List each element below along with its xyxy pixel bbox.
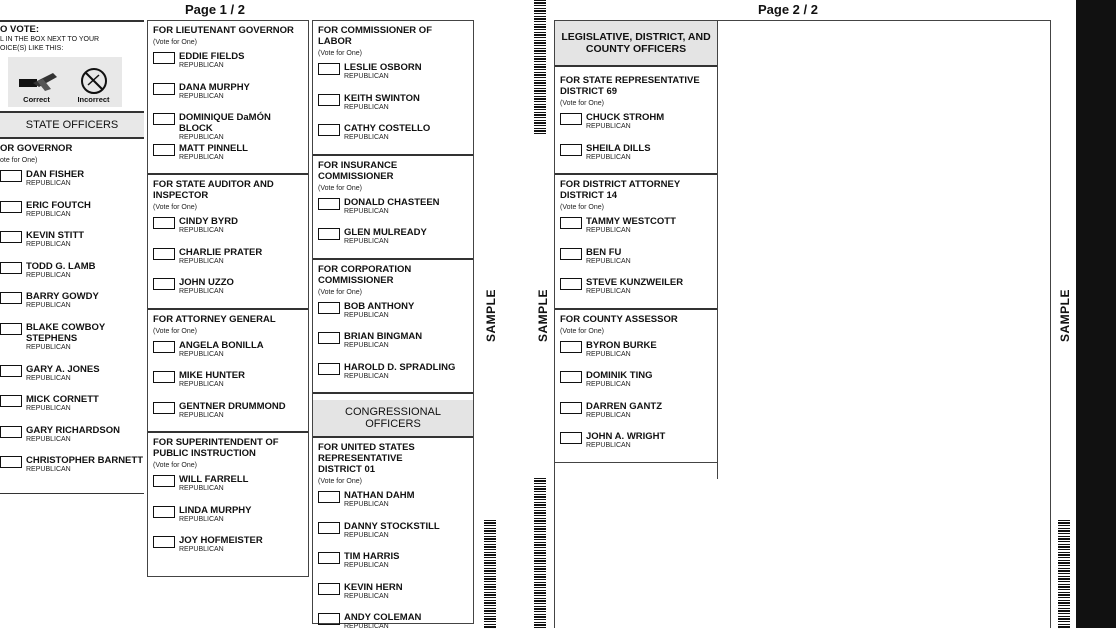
vote-checkbox[interactable] — [318, 228, 340, 240]
candidate-name: JOHN A. WRIGHT — [586, 431, 666, 442]
race-superintendent — [148, 433, 308, 566]
candidate-option[interactable] — [560, 110, 712, 141]
candidate-text — [26, 322, 105, 352]
race-title: FOR LIEUTENANT GOVERNOR — [153, 25, 294, 36]
vote-checkbox[interactable] — [318, 613, 340, 625]
candidate-text — [179, 340, 264, 359]
candidate-text — [344, 362, 455, 381]
race-attorney-general — [148, 310, 308, 434]
instructions-line-1: L IN THE BOX NEXT TO YOUR — [0, 36, 100, 43]
sample-watermark: SAMPLE — [536, 288, 550, 342]
candidate-party: REPUBLICAN — [179, 546, 224, 553]
candidate-option[interactable] — [153, 214, 303, 245]
candidate-name: GARY A. JONES — [26, 363, 100, 375]
barcode — [1058, 520, 1070, 628]
candidate-party: REPUBLICAN — [26, 374, 71, 382]
candidate-party: REPUBLICAN — [179, 411, 224, 419]
candidate-party: REPUBLICAN — [586, 381, 631, 388]
candidate-party: REPUBLICAN — [179, 153, 224, 161]
candidate-party: REPUBLICAN — [344, 372, 389, 380]
candidate-party: REPUBLICAN — [586, 227, 631, 234]
candidate-party: REPUBLICAN — [344, 562, 389, 569]
candidate-name: BEN FU — [586, 246, 622, 258]
vote-note: (Vote for One) — [318, 478, 362, 485]
candidate-option[interactable] — [560, 214, 712, 245]
candidate-name: TIM HARRIS — [344, 551, 400, 562]
candidate-party: REPUBLICAN — [344, 103, 389, 111]
candidate-option[interactable] — [560, 429, 712, 460]
candidate-option[interactable] — [0, 289, 144, 320]
candidate-text — [344, 62, 422, 81]
candidate-party: REPUBLICAN — [26, 180, 71, 187]
candidate-text — [26, 200, 91, 219]
candidate-party: REPUBLICAN — [26, 405, 71, 412]
candidate-party: REPUBLICAN — [586, 257, 631, 265]
right-edge-border — [1076, 0, 1116, 628]
instructions-title: O VOTE: — [0, 24, 40, 35]
race-title: FOR SUPERINTENDENT OF PUBLIC INSTRUCTION — [153, 437, 279, 459]
candidate-text — [344, 490, 415, 509]
candidate-text — [26, 261, 96, 280]
candidate-option[interactable] — [153, 503, 303, 534]
candidate-text — [179, 277, 234, 296]
candidate-party: REPUBLICAN — [344, 531, 389, 539]
candidate-party: REPUBLICAN — [179, 134, 224, 141]
column-1 — [0, 20, 144, 500]
candidate-option[interactable] — [153, 80, 303, 111]
race-governor — [0, 139, 144, 484]
candidate-name: TAMMY WESTCOTT — [586, 216, 676, 227]
race-title: FOR STATE REPRESENTATIVE DISTRICT 69 — [560, 75, 700, 97]
candidate-option[interactable] — [318, 488, 468, 519]
congressional-officers-header: CONGRESSIONAL OFFICERS — [313, 400, 473, 438]
candidate-text — [344, 301, 414, 320]
incorrect-example — [65, 57, 122, 107]
candidate-text — [179, 370, 245, 389]
vote-checkbox[interactable] — [318, 522, 340, 534]
race-state-auditor — [148, 175, 308, 310]
candidate-option[interactable] — [560, 275, 712, 306]
candidate-name: ERIC FOUTCH — [26, 199, 91, 211]
vote-checkbox[interactable] — [0, 262, 22, 274]
candidate-party: REPUBLICAN — [586, 288, 631, 295]
candidate-name: MIKE HUNTER — [179, 370, 245, 381]
candidate-text — [586, 277, 683, 296]
candidate-text — [344, 197, 440, 216]
candidate-party: REPUBLICAN — [179, 288, 224, 295]
candidate-option[interactable] — [318, 195, 468, 226]
candidate-text — [344, 123, 430, 142]
candidate-option[interactable] — [153, 368, 303, 399]
vote-checkbox[interactable] — [318, 363, 340, 375]
race-title: FOR UNITED STATES REPRESENTATIVE DISTRICT 01 — [318, 442, 415, 475]
correct-mark-icon — [15, 69, 59, 95]
vote-checkbox[interactable] — [0, 323, 22, 335]
candidate-party: REPUBLICAN — [179, 62, 224, 69]
vote-checkbox[interactable] — [0, 395, 22, 407]
candidate-text — [179, 401, 286, 420]
vote-note: (Vote for One) — [318, 288, 362, 296]
candidate-name: MATT PINNELL — [179, 142, 248, 154]
candidate-text — [344, 93, 420, 112]
candidate-name: SHEILA DILLS — [586, 142, 651, 154]
candidate-option[interactable] — [318, 549, 468, 580]
race-district-attorney — [555, 175, 717, 310]
candidate-party: REPUBLICAN — [26, 435, 71, 443]
candidate-text — [26, 230, 84, 249]
vote-checkbox[interactable] — [0, 170, 22, 182]
candidate-text — [26, 291, 99, 310]
candidate-name: ANGELA BONILLA — [179, 339, 264, 351]
vote-checkbox[interactable] — [560, 278, 582, 290]
candidate-party: REPUBLICAN — [26, 241, 71, 248]
candidate-party: REPUBLICAN — [26, 343, 71, 351]
candidate-option[interactable] — [560, 338, 712, 369]
candidate-party: REPUBLICAN — [344, 311, 389, 319]
vote-note: (Vote for One) — [318, 50, 362, 57]
correct-example — [8, 57, 65, 107]
candidate-name: KEVIN STITT — [26, 230, 85, 241]
state-officers-header: STATE OFFICERS — [0, 111, 144, 139]
candidate-party: REPUBLICAN — [344, 238, 389, 245]
candidate-party: REPUBLICAN — [344, 342, 389, 349]
vote-checkbox[interactable] — [318, 94, 340, 106]
race-lt-governor — [148, 21, 308, 175]
vote-note: (Vote for One) — [153, 204, 197, 211]
candidate-text — [179, 474, 248, 493]
vote-checkbox[interactable] — [0, 292, 22, 304]
candidate-option[interactable] — [153, 338, 303, 369]
candidate-text — [586, 340, 657, 359]
candidate-name: BOB ANTHONY — [344, 300, 415, 312]
candidate-name: JOY HOFMEISTER — [179, 535, 263, 546]
candidate-option[interactable] — [0, 453, 144, 484]
vote-checkbox[interactable] — [153, 506, 175, 518]
candidate-party: REPUBLICAN — [179, 485, 224, 492]
candidate-party: REPUBLICAN — [179, 381, 224, 388]
candidate-text — [586, 370, 653, 389]
vote-checkbox[interactable] — [153, 475, 175, 487]
candidate-name: DONALD CHASTEEN — [344, 196, 440, 208]
candidate-name: STEVE KUNZWEILER — [586, 277, 684, 288]
barcode — [534, 478, 546, 628]
candidate-name: BRIAN BINGMAN — [344, 331, 423, 342]
candidate-name: ANDY COLEMAN — [344, 612, 422, 623]
candidate-name: DOMINIK TING — [586, 370, 653, 381]
vote-checkbox[interactable] — [153, 536, 175, 548]
candidate-text — [344, 227, 427, 246]
race-title: FOR CORPORATION COMMISSIONER — [318, 263, 412, 286]
candidate-text — [179, 82, 250, 101]
candidate-name: BYRON BURKE — [586, 339, 657, 351]
correct-label: Correct — [23, 95, 50, 104]
vote-checkbox[interactable] — [560, 144, 582, 156]
candidate-text — [26, 364, 100, 383]
candidate-text — [586, 431, 665, 450]
candidate-party: REPUBLICAN — [344, 73, 389, 80]
candidate-text — [179, 51, 244, 70]
vote-checkbox[interactable] — [318, 583, 340, 595]
candidate-option[interactable] — [153, 399, 303, 430]
candidate-text — [586, 143, 651, 162]
candidate-text — [26, 394, 99, 413]
vote-note: (Vote for One) — [560, 327, 604, 335]
candidate-option[interactable] — [318, 610, 468, 628]
vote-note: (Vote for One) — [153, 462, 197, 469]
candidate-name: KEITH SWINTON — [344, 92, 420, 104]
candidate-option[interactable] — [318, 91, 468, 122]
candidate-list — [0, 167, 144, 484]
instructions-line-2: OICE(S) LIKE THIS: — [0, 45, 64, 52]
candidate-party: REPUBLICAN — [586, 411, 631, 419]
vote-note: (Vote for One) — [318, 184, 362, 192]
candidate-name: JOHN UZZO — [179, 277, 234, 288]
candidate-text — [344, 612, 421, 628]
candidate-option[interactable] — [153, 49, 303, 80]
candidate-party: REPUBLICAN — [344, 207, 389, 215]
candidate-party: REPUBLICAN — [344, 501, 389, 508]
candidate-party: REPUBLICAN — [179, 515, 224, 523]
candidate-name: HAROLD D. SPRADLING — [344, 361, 456, 373]
vote-checkbox[interactable] — [153, 341, 175, 353]
page-2-number: Page 2 / 2 — [758, 2, 818, 17]
candidate-text — [179, 143, 248, 162]
candidate-text — [586, 216, 676, 235]
candidate-option[interactable] — [0, 362, 144, 393]
candidate-option[interactable] — [318, 580, 468, 611]
vote-checkbox[interactable] — [153, 402, 175, 414]
candidate-text — [179, 535, 263, 554]
legislative-header: LEGISLATIVE, DISTRICT, AND COUNTY OFFICERS — [555, 21, 717, 67]
candidate-name: GENTNER DRUMMOND — [179, 400, 286, 412]
candidate-option[interactable] — [0, 167, 144, 198]
vote-checkbox[interactable] — [153, 52, 175, 64]
candidate-name: LESLIE OSBORN — [344, 62, 422, 73]
race-county-assessor — [555, 310, 717, 463]
page-2-sheet — [554, 20, 1051, 628]
candidate-text — [179, 216, 238, 235]
vote-checkbox[interactable] — [560, 341, 582, 353]
candidate-name: TODD G. LAMB — [26, 260, 96, 272]
candidate-text — [344, 551, 399, 570]
candidate-name: DANA MURPHY — [179, 81, 250, 93]
sample-watermark: SAMPLE — [1058, 288, 1072, 342]
vote-checkbox[interactable] — [0, 365, 22, 377]
candidate-name: LINDA MURPHY — [179, 504, 252, 516]
candidate-text — [344, 521, 440, 540]
column-2 — [147, 20, 309, 577]
candidate-name: CHARLIE PRATER — [179, 246, 263, 258]
candidate-party: REPUBLICAN — [344, 592, 389, 600]
vote-checkbox[interactable] — [560, 432, 582, 444]
candidate-option[interactable] — [318, 121, 468, 152]
vote-checkbox[interactable] — [153, 144, 175, 156]
page-1-number: Page 1 / 2 — [185, 2, 245, 17]
incorrect-label: Incorrect — [77, 95, 110, 104]
candidate-name: WILL FARRELL — [179, 474, 249, 485]
candidate-name: EDDIE FIELDS — [179, 51, 245, 62]
vote-checkbox[interactable] — [318, 63, 340, 75]
candidate-name: BLAKE COWBOY STEPHENS — [26, 321, 106, 344]
vote-checkbox[interactable] — [560, 217, 582, 229]
vote-checkbox[interactable] — [153, 278, 175, 290]
instructions — [0, 20, 144, 107]
candidate-option[interactable] — [318, 60, 468, 91]
candidate-name: MICK CORNETT — [26, 394, 99, 405]
page-2-column — [555, 21, 718, 479]
candidate-name: NATHAN DAHM — [344, 490, 415, 501]
candidate-option[interactable] — [153, 141, 303, 172]
candidate-party: REPUBLICAN — [179, 350, 224, 358]
candidate-name: GARY RICHARDSON — [26, 424, 120, 436]
candidate-text — [586, 112, 664, 131]
candidate-option[interactable] — [0, 198, 144, 229]
candidate-option[interactable] — [318, 225, 468, 256]
candidate-party: REPUBLICAN — [26, 210, 71, 218]
candidate-option[interactable] — [153, 533, 303, 564]
vote-checkbox[interactable] — [153, 217, 175, 229]
candidate-party: REPUBLICAN — [586, 350, 631, 358]
race-title: FOR DISTRICT ATTORNEY DISTRICT 14 — [560, 179, 681, 201]
vote-checkbox[interactable] — [560, 113, 582, 125]
candidate-text — [586, 247, 631, 266]
candidate-text — [179, 112, 303, 142]
vote-checkbox[interactable] — [153, 371, 175, 383]
candidate-option[interactable] — [318, 329, 468, 360]
race-insurance-commissioner — [313, 156, 473, 260]
candidate-option[interactable] — [560, 141, 712, 172]
vote-checkbox[interactable] — [0, 426, 22, 438]
vote-checkbox[interactable] — [318, 198, 340, 210]
candidate-option[interactable] — [0, 320, 144, 362]
vote-checkbox[interactable] — [153, 113, 175, 125]
race-title: FOR INSURANCE COMMISSIONER — [318, 159, 398, 182]
candidate-option[interactable] — [560, 399, 712, 430]
vote-note: (Vote for One) — [153, 327, 197, 335]
candidate-text — [344, 331, 422, 350]
candidate-party: REPUBLICAN — [179, 257, 224, 265]
candidate-option[interactable] — [153, 245, 303, 276]
candidate-party: REPUBLICAN — [179, 227, 224, 234]
candidate-option[interactable] — [153, 110, 303, 141]
vote-checkbox[interactable] — [0, 231, 22, 243]
race-title: FOR STATE AUDITOR AND INSPECTOR — [153, 179, 274, 201]
vote-note: (Vote for One) — [560, 204, 604, 211]
candidate-text — [179, 505, 251, 524]
sample-watermark: SAMPLE — [484, 288, 498, 342]
vote-checkbox[interactable] — [0, 456, 22, 468]
candidate-name: CHUCK STROHM — [586, 112, 665, 123]
vote-note: (Vote for One) — [153, 39, 197, 46]
candidate-name: KEVIN HERN — [344, 581, 403, 593]
barcode — [534, 0, 546, 134]
candidate-party: REPUBLICAN — [586, 153, 631, 161]
race-state-representative — [555, 71, 717, 175]
candidate-name: CATHY COSTELLO — [344, 123, 431, 134]
candidate-option[interactable] — [0, 228, 144, 259]
candidate-name: DARREN GANTZ — [586, 400, 662, 412]
candidate-option[interactable] — [153, 275, 303, 306]
race-title: FOR COMMISSIONER OF LABOR — [318, 25, 432, 47]
candidate-name: DAN FISHER — [26, 169, 85, 180]
candidate-text — [26, 455, 143, 474]
candidate-party: REPUBLICAN — [26, 466, 71, 473]
candidate-text — [344, 582, 403, 601]
candidate-name: CINDY BYRD — [179, 216, 238, 227]
candidate-option[interactable] — [0, 423, 144, 454]
candidate-option[interactable] — [560, 245, 712, 276]
candidate-party: REPUBLICAN — [26, 271, 71, 279]
candidate-option[interactable] — [318, 299, 468, 330]
candidate-party: REPUBLICAN — [344, 134, 389, 141]
vote-note: ote for One) — [0, 157, 38, 164]
race-title: OR GOVERNOR — [0, 143, 73, 154]
vote-checkbox[interactable] — [318, 491, 340, 503]
vote-checkbox[interactable] — [318, 552, 340, 564]
candidate-text — [26, 425, 120, 444]
vote-checkbox[interactable] — [318, 332, 340, 344]
marking-example — [8, 57, 122, 107]
candidate-option[interactable] — [153, 472, 303, 503]
candidate-name: BARRY GOWDY — [26, 291, 99, 302]
candidate-text — [179, 247, 262, 266]
vote-checkbox[interactable] — [153, 248, 175, 260]
race-title: FOR COUNTY ASSESSOR — [560, 313, 678, 325]
candidate-option[interactable] — [0, 259, 144, 290]
candidate-name: CHRISTOPHER BARNETT — [26, 455, 143, 466]
race-commissioner-of-labor — [313, 21, 473, 156]
vote-checkbox[interactable] — [318, 302, 340, 314]
candidate-text — [586, 401, 662, 420]
candidate-option[interactable] — [318, 519, 468, 550]
candidate-party: REPUBLICAN — [344, 623, 389, 628]
candidate-option[interactable] — [560, 368, 712, 399]
race-corporation-commissioner — [313, 260, 473, 395]
vote-checkbox[interactable] — [0, 201, 22, 213]
vote-checkbox[interactable] — [560, 402, 582, 414]
vote-checkbox[interactable] — [560, 371, 582, 383]
column-1-bottom-rule — [0, 493, 144, 494]
candidate-party: REPUBLICAN — [26, 302, 71, 309]
column-3 — [312, 20, 474, 628]
barcode — [484, 520, 496, 628]
candidate-name: GLEN MULREADY — [344, 227, 427, 238]
candidate-name: DANNY STOCKSTILL — [344, 520, 440, 532]
candidate-text — [26, 169, 84, 188]
candidate-name: DOMINIQUE DaMÓN BLOCK — [179, 112, 271, 134]
candidate-option[interactable] — [318, 360, 468, 391]
candidate-party: REPUBLICAN — [179, 92, 224, 100]
vote-checkbox[interactable] — [153, 83, 175, 95]
candidate-option[interactable] — [0, 392, 144, 423]
candidate-party: REPUBLICAN — [586, 442, 631, 449]
vote-checkbox[interactable] — [560, 248, 582, 260]
incorrect-mark-icon — [79, 67, 109, 95]
race-title: FOR ATTORNEY GENERAL — [153, 313, 276, 325]
vote-note: (Vote for One) — [560, 100, 604, 107]
race-us-representative — [313, 438, 473, 628]
candidate-party: REPUBLICAN — [586, 123, 631, 130]
vote-checkbox[interactable] — [318, 124, 340, 136]
